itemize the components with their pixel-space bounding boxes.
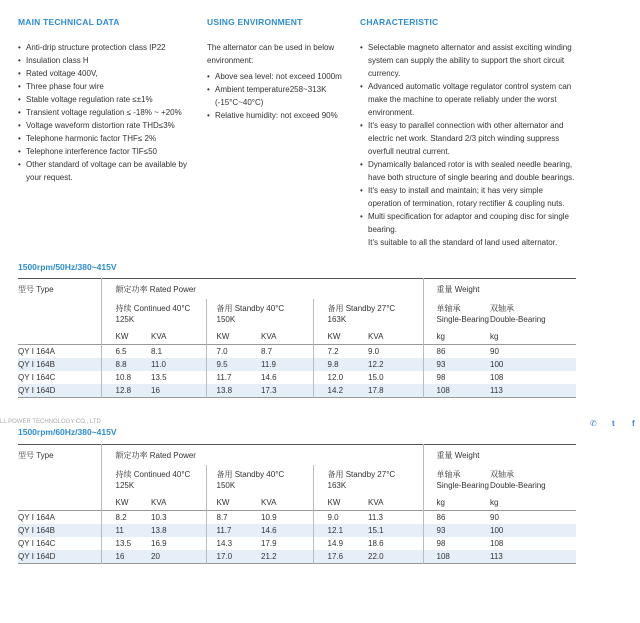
list-item: • Anti-drip structure protection class IP22 <box>18 41 193 54</box>
value-cell: 13.5 <box>101 537 151 550</box>
header-single-bearing <box>423 465 490 493</box>
value-cell: 20 <box>151 550 206 564</box>
value-cell: 14.6 <box>261 373 277 382</box>
facebook-icon[interactable]: f <box>632 419 635 428</box>
spec-table-50hz <box>18 278 576 398</box>
value-cell: 8.7 <box>261 347 273 356</box>
value-cell: 7.0 <box>206 345 261 359</box>
value-cell: 22.0 <box>368 550 423 564</box>
header-model: 型号 Type <box>18 285 54 294</box>
value-cell: 15.0 <box>368 373 384 382</box>
value-cell: 7.2 <box>313 345 368 359</box>
header-single-bearing-cn: 单轴承 <box>436 470 461 479</box>
value-cell: 17.0 <box>206 550 261 564</box>
value-cell: 14.2 <box>313 384 368 398</box>
header-standby-27-label: 备用 Standby 27°C <box>327 304 396 313</box>
header-model: 型号 Type <box>18 451 54 460</box>
header-single-bearing <box>423 299 490 327</box>
value-cell: 100 <box>490 358 576 371</box>
model-cell: QY Ⅰ 164C <box>18 373 56 382</box>
unit-kva: KVA <box>261 498 277 507</box>
header-double-bearing <box>490 465 576 493</box>
using-environment-section <box>207 16 347 122</box>
list-item: • Telephone interference factor TIF≤50 <box>18 145 193 158</box>
value-cell: 108 <box>423 550 490 564</box>
value-cell: 98 <box>423 537 490 550</box>
header-standby-27 <box>313 465 423 493</box>
value-cell: 13.8 <box>151 524 206 537</box>
using-environment-list <box>207 70 347 122</box>
header-continued-label: 持续 Continued 40°C <box>115 304 191 313</box>
header-double-bearing-en: Double-Bearing <box>490 315 546 324</box>
value-cell: 21.2 <box>261 550 313 564</box>
table-row <box>18 358 576 371</box>
unit-kg: kg <box>490 498 499 507</box>
value-cell: 17.6 <box>313 550 368 564</box>
company-name: LL POWER TECHNOLOGY CO., LTD <box>0 419 101 425</box>
header-weight: 重量 Weight <box>423 445 576 466</box>
table-row <box>18 524 576 537</box>
wechat-icon[interactable]: ✆ <box>590 419 597 428</box>
value-cell: 86 <box>423 345 490 359</box>
unit-kva: KVA <box>368 498 384 507</box>
value-cell: 6.5 <box>101 345 151 359</box>
list-item: • Advanced automatic voltage regulator control system can make the machine to operate reliably under the worst environment. <box>360 80 575 119</box>
table-row <box>18 384 576 398</box>
list-item: • Dynamically balanced rotor is with sealed needle bearing, have both structure of single bearing and double bearings. <box>360 158 575 184</box>
main-technical-data-section <box>18 16 193 184</box>
header-weight: 重量 Weight <box>423 279 576 300</box>
value-cell: 90 <box>490 347 499 356</box>
value-cell: 8.7 <box>206 511 261 525</box>
header-standby-40-label: 备用 Standby 40°C <box>216 470 285 479</box>
list-item: • Telephone harmonic factor THF≤ 2% <box>18 132 193 145</box>
value-cell: 10.9 <box>261 513 277 522</box>
header-single-bearing-en: Single-Bearing <box>436 315 490 324</box>
value-cell: 98 <box>423 371 490 384</box>
unit-kva: KVA <box>151 498 167 507</box>
value-cell: 18.6 <box>368 539 384 548</box>
value-cell: 14.9 <box>313 537 368 550</box>
value-cell: 8.2 <box>101 511 151 525</box>
header-standby-27-temp: 163K <box>327 481 347 490</box>
unit-kw: KW <box>206 493 261 511</box>
header-rated-power: 额定功率 Rated Power <box>101 279 423 300</box>
model-cell: QY Ⅰ 164D <box>18 550 101 564</box>
value-cell: 16 <box>151 384 206 398</box>
value-cell: 113 <box>490 550 576 564</box>
header-continued <box>101 299 206 327</box>
list-item: • Other standard of voltage can be available by your request. <box>18 158 193 184</box>
value-cell: 10.3 <box>151 513 167 522</box>
unit-kw: KW <box>101 327 151 345</box>
value-cell: 11.3 <box>368 513 383 522</box>
unit-kva: KVA <box>151 332 167 341</box>
unit-kw: KW <box>101 493 151 511</box>
table-title-50hz: 1500rpm/50Hz/380~415V <box>18 262 117 272</box>
value-cell: 9.0 <box>313 511 368 525</box>
header-double-bearing-en: Double-Bearing <box>490 481 546 490</box>
unit-kg: kg <box>423 493 490 511</box>
value-cell: 9.0 <box>368 347 380 356</box>
header-continued-temp: 125K <box>115 315 135 324</box>
value-cell: 13.5 <box>151 373 167 382</box>
table-title-60hz: 1500rpm/60Hz/380~415V <box>18 427 117 437</box>
header-standby-40 <box>206 465 313 493</box>
list-item: • Three phase four wire <box>18 80 193 93</box>
list-item: • Voltage waveform distortion rate THD≤3% <box>18 119 193 132</box>
model-cell: QY Ⅰ 164D <box>18 384 101 398</box>
value-cell: 12.8 <box>101 384 151 398</box>
header-single-bearing-cn: 单轴承 <box>436 304 461 313</box>
value-cell: 108 <box>490 539 504 548</box>
header-standby-27 <box>313 299 423 327</box>
value-cell: 108 <box>490 373 504 382</box>
list-item: • Rated voltage 400V, <box>18 67 193 80</box>
header-single-bearing-en: Single-Bearing <box>436 481 490 490</box>
characteristic-section <box>360 16 575 249</box>
value-cell: 93 <box>423 358 490 371</box>
model-cell: QY Ⅰ 164A <box>18 347 55 356</box>
value-cell: 10.8 <box>101 371 151 384</box>
header-rated-power: 额定功率 Rated Power <box>101 445 423 466</box>
unit-kw: KW <box>206 327 261 345</box>
value-cell: 100 <box>490 524 576 537</box>
value-cell: 12.0 <box>313 371 368 384</box>
characteristic-title: CHARACTERISTIC <box>360 17 439 27</box>
list-item: • Multi specification for adaptor and couping disc for single bearing. <box>360 210 575 236</box>
header-continued-label: 持续 Continued 40°C <box>115 470 191 479</box>
list-item: • Ambient temperature258~313K (-15°C~40°C) <box>207 83 347 109</box>
value-cell: 8.1 <box>151 347 163 356</box>
value-cell: 108 <box>423 384 490 398</box>
characteristic-trailing: It's suitable to all the standard of land used alternator. <box>368 238 558 247</box>
value-cell: 16.9 <box>151 539 167 548</box>
list-item: • Relative humidity: not exceed 90% <box>207 109 347 122</box>
header-standby-40 <box>206 299 313 327</box>
value-cell: 16 <box>101 550 151 564</box>
value-cell: 11.0 <box>151 358 206 371</box>
characteristic-list <box>360 41 575 236</box>
header-standby-40-temp: 150K <box>216 315 236 324</box>
model-cell: QY Ⅰ 164C <box>18 539 56 548</box>
table-row <box>18 537 576 550</box>
header-double-bearing-cn: 双轴承 <box>490 470 515 479</box>
using-environment-intro: The alternator can be used in below environment: <box>207 43 335 65</box>
list-item: • Transient voltage regulation ≤ -18% ~ +20% <box>18 106 193 119</box>
header-standby-27-temp: 163K <box>327 315 347 324</box>
value-cell: 86 <box>423 511 490 525</box>
using-environment-title: USING ENVIRONMENT <box>207 17 303 27</box>
unit-kva: KVA <box>261 332 277 341</box>
main-technical-data-title: MAIN TECHNICAL DATA <box>18 17 120 27</box>
value-cell: 17.9 <box>261 539 277 548</box>
unit-kg: kg <box>423 327 490 345</box>
value-cell: 13.8 <box>206 384 261 398</box>
value-cell: 8.8 <box>101 358 151 371</box>
main-technical-data-list <box>18 41 193 184</box>
table-row <box>18 345 576 359</box>
value-cell: 14.6 <box>261 524 313 537</box>
list-item: • Selectable magneto alternator and assist exciting winding system can supply the ability to support the short circuit currency. <box>360 41 575 80</box>
value-cell: 113 <box>490 384 576 398</box>
unit-kg: kg <box>490 332 499 341</box>
value-cell: 12.1 <box>313 524 368 537</box>
unit-kva: KVA <box>368 332 384 341</box>
value-cell: 90 <box>490 513 499 522</box>
list-item: • It's easy to install and maintain; it has very simple operation of termination, rotary rectifier & coupling nuts. <box>360 184 575 210</box>
table-row <box>18 371 576 384</box>
unit-kw: KW <box>313 327 368 345</box>
header-double-bearing <box>490 299 576 327</box>
header-continued-temp: 125K <box>115 481 135 490</box>
header-standby-40-temp: 150K <box>216 481 236 490</box>
value-cell: 9.8 <box>313 358 368 371</box>
header-continued <box>101 465 206 493</box>
header-standby-40-label: 备用 Standby 40°C <box>216 304 285 313</box>
list-item: • Above sea level: not exceed 1000m <box>207 70 347 83</box>
value-cell: 11 <box>101 524 151 537</box>
header-standby-27-label: 备用 Standby 27°C <box>327 470 396 479</box>
table-row <box>18 550 576 564</box>
value-cell: 11.7 <box>206 371 261 384</box>
model-cell: QY Ⅰ 164B <box>18 524 101 537</box>
value-cell: 17.8 <box>368 384 423 398</box>
spec-table-60hz <box>18 444 576 564</box>
unit-kw: KW <box>313 493 368 511</box>
list-item: • Stable voltage regulation rate ≤±1% <box>18 93 193 106</box>
value-cell: 17.3 <box>261 384 313 398</box>
list-item: • Insulation class H <box>18 54 193 67</box>
header-double-bearing-cn: 双轴承 <box>490 304 515 313</box>
value-cell: 11.7 <box>206 524 261 537</box>
value-cell: 11.9 <box>261 358 313 371</box>
value-cell: 9.5 <box>206 358 261 371</box>
model-cell: QY Ⅰ 164A <box>18 513 55 522</box>
model-cell: QY Ⅰ 164B <box>18 358 101 371</box>
table-row <box>18 511 576 525</box>
value-cell: 15.1 <box>368 524 423 537</box>
value-cell: 12.2 <box>368 358 423 371</box>
list-item: • It's easy to parallel connection with other alternator and electric net work. Standard 2/3 pitch winding suppress overfull neutral current. <box>360 119 575 158</box>
value-cell: 93 <box>423 524 490 537</box>
value-cell: 14.3 <box>206 537 261 550</box>
twitter-icon[interactable]: t <box>612 419 615 428</box>
